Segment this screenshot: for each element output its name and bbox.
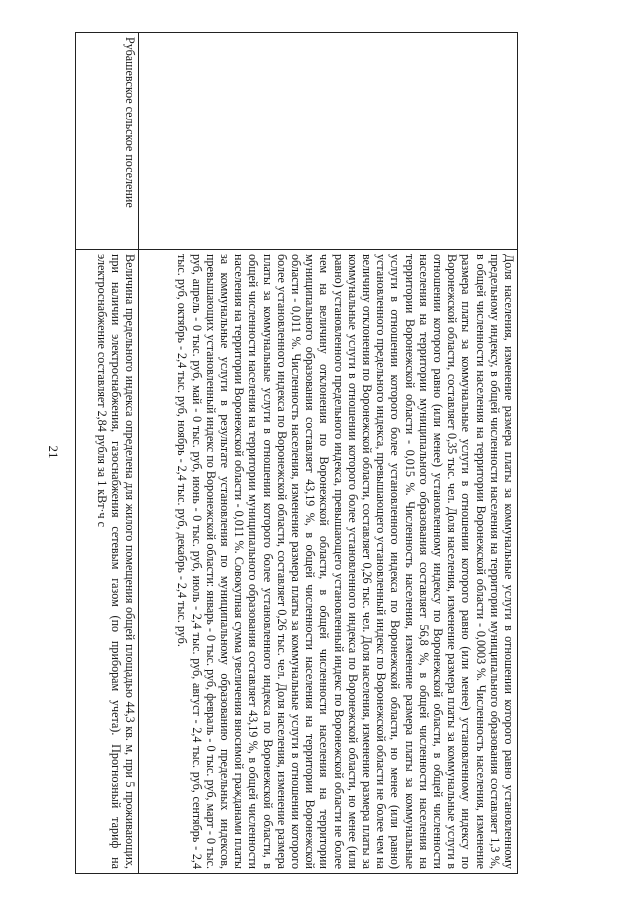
- table-row: [76, 33, 139, 874]
- description-cell: Величина предельного индекса определена для жилого помещения общей площадью 44,3 кв. м, при 5 проживающих, при наличии электроснабжения, газоснабжения сетевым газом (по приборам учета). Прогнозный тариф на электроснабжение составляет 2,84 рубля за 1 кВт·ч с: [76, 250, 139, 874]
- municipality-cell: Рубашевское сельское поселение: [76, 33, 139, 250]
- page-number: 21: [46, 445, 61, 459]
- municipality-cell: [139, 33, 518, 250]
- document-page: [72, 32, 518, 874]
- description-cell: Доля населения, изменение размера платы за коммунальные услуги в отношении которого равно установленному предельному индексу, в общей численности населения на территории муниципального образования составляет 1,3 %, в общей численности населения на территории Воронежской области - 0,0003 %. Численность населения, изменение размера платы за коммунальные услуги в отношении которого равно (или менее) установленному индексу по Воронежской области, составляет 0,35 тыс. чел. Доля населения, изменение размера платы за коммунальные услуги в отношении которого равно (или менее) установленному индексу по Воронежской области, в общей численности населения на территории муниципального образования составляет 56,8 %, в общей численности населения на территории Воронежской области - 0,015 %. Численность населения, изменение размера платы за коммунальные услуги в отношении которого более установленного индекса по Воронежской области, но менее (или равно) установленного предельного индекса, превышающего установленный индекс по Воронежской области не более чем на величину отклонения по Воронежской области, составляет 0,26 тыс. чел. Доля населения, изменение размера платы за коммунальные услуги в отношении которого более установленного индекса по Воронежской области, но менее (или равно) установленного предельного индекса, превышающего установленный индекс по Воронежской области не более чем на величину отклонения по Воронежской области, в общей численности населения на территории муниципального образования составляет 43,19 %, в общей численности населения на территории Воронежской области - 0,011 %. Численность населения, изменение размера платы за коммунальные услуги в отношении которого более установленного индекса по Воронежской области, составляет 0,26 тыс. чел. Доля населения, изменение размера платы за коммунальные услуги в отношении которого более установленного индекса по Воронежской области, в общей численности населения на территории муниципального образования составляет 43,19 %, в общей численности населения на территории Воронежской области - 0,011 %. Совокупная сумма увеличения вносимой гражданами платы за коммунальные услуги в результате установления по муниципальному образованию предельных индексов, превышающих установленный индекс по Воронежской области: январь - 0 тыс. руб, февраль - 0 тыс. руб, март - 0 тыс. руб, апрель - 0 тыс. руб, май - 0 тыс. руб, июнь - 0 тыс. руб, июль - 2,4 тыс. руб, август - 2,4 тыс. руб, сентябрь - 2,4 тыс. руб, октябрь - 2,4 тыс. руб, ноябрь - 2,4 тыс. руб, декабрь - 2,4 тыс. руб.: [139, 250, 518, 874]
- table-row: [139, 33, 518, 874]
- rotated-table-wrapper: [72, 32, 518, 874]
- tariff-table: [75, 32, 518, 874]
